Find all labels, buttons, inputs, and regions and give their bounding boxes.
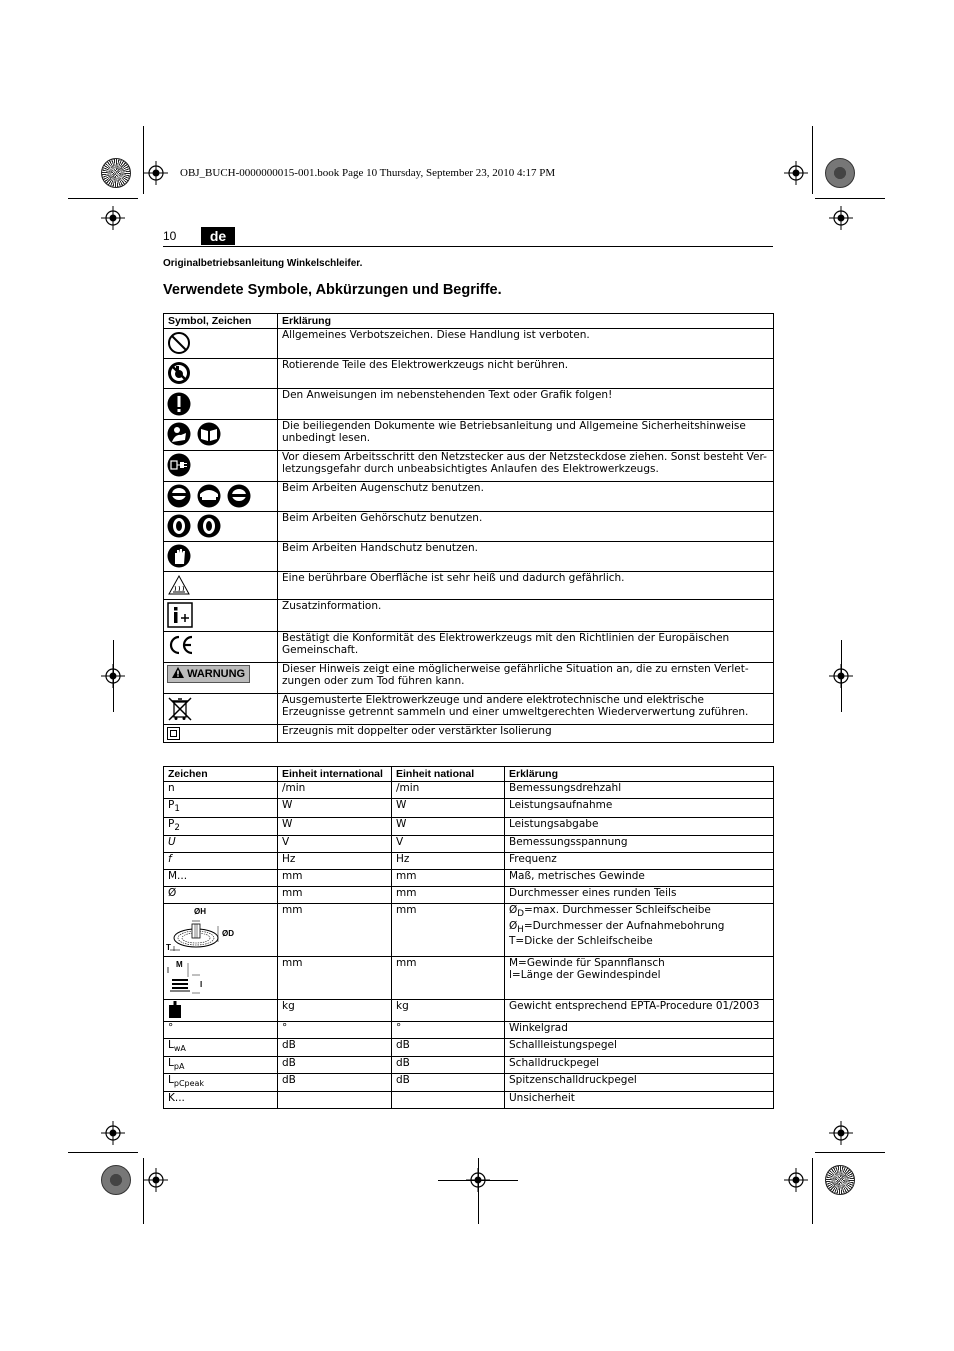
symbol-cell — [164, 632, 278, 663]
crop-mark — [68, 1152, 138, 1153]
column-header: Einheit international — [278, 767, 392, 782]
sign-cell — [164, 799, 278, 818]
table-row — [164, 725, 774, 743]
column-header: Zeichen — [164, 767, 278, 782]
sign-cell: ° — [164, 1022, 278, 1039]
column-header: Einheit national — [392, 767, 505, 782]
unit-intl-cell — [278, 1091, 392, 1108]
sign-text: P — [168, 799, 175, 811]
sign-subscript: 2 — [174, 822, 180, 833]
sign-cell — [164, 817, 278, 836]
symbol-cell — [164, 725, 278, 743]
explanation-line: T=Dicke der Schleifscheibe — [509, 935, 653, 948]
language-badge: de — [201, 227, 235, 245]
unplug-icon — [167, 453, 191, 477]
table-header-row — [164, 767, 774, 782]
ear-protection-icon — [167, 514, 221, 538]
unit-natl-cell: mm — [392, 887, 505, 904]
explanation-cell: Ausgemusterte Elektrowerkzeuge und andere elektrotechnische und elektrische Erzeugnisse getrennt sammeln und einer umweltgerechten Wiederverwertung zuführen. — [278, 694, 774, 725]
explanation-cell: Bemessungsspannung — [505, 836, 774, 853]
double-insulation-icon — [167, 727, 180, 740]
diagram-label: l — [200, 980, 203, 990]
sign-cell: f — [164, 853, 278, 870]
warning-badge — [167, 665, 250, 683]
explanation-cell: Beim Arbeiten Handschutz benutzen. — [278, 542, 774, 572]
explanation-cell: Den Anweisungen im nebenstehenden Text oder Grafik folgen! — [278, 389, 774, 420]
info-icon — [167, 602, 193, 628]
registration-mark-icon — [829, 206, 853, 230]
symbol-cell — [164, 359, 278, 389]
diagram-label: ØH — [194, 907, 206, 917]
prohibition-icon — [167, 331, 191, 355]
column-header: Erklärung — [505, 767, 774, 782]
unit-natl-cell: mm — [392, 904, 505, 957]
unit-intl-cell: /min — [278, 782, 392, 799]
sign-cell: K... — [164, 1091, 278, 1108]
table-row — [164, 663, 774, 694]
explanation-line: l=Länge der Gewindespindel — [509, 968, 661, 981]
sign-cell — [164, 957, 278, 1000]
explanation-cell: Die beiliegenden Dokumente wie Betriebsanleitung und Allgemeine Sicherheitshinweise unbedingt lesen. — [278, 420, 774, 451]
weight-icon — [168, 1001, 182, 1018]
unit-intl-cell: V — [278, 836, 392, 853]
explanation-cell: Beim Arbeiten Augenschutz benutzen. — [278, 482, 774, 512]
table-row — [164, 1022, 774, 1039]
explanation-line: M=Gewinde für Spannflansch — [509, 957, 665, 970]
diagram-label: M — [176, 960, 183, 970]
symbols-table — [163, 313, 774, 743]
no-touch-rotating-icon — [167, 361, 191, 385]
table-row — [164, 782, 774, 799]
weee-bin-icon — [167, 696, 193, 722]
header-divider — [163, 246, 773, 247]
color-rosette-icon — [825, 158, 855, 188]
diagram-label: ØD — [222, 929, 234, 939]
crop-mark — [812, 126, 813, 194]
explanation-cell: Unsicherheit — [505, 1091, 774, 1108]
column-header: Symbol, Zeichen — [164, 314, 278, 329]
sign-text: L — [168, 1074, 174, 1087]
unit-intl-cell: mm — [278, 957, 392, 1000]
unit-intl-cell: mm — [278, 870, 392, 887]
explanation-cell: Eine berührbare Oberfläche ist sehr heiß und dadurch gefährlich. — [278, 572, 774, 600]
grinding-disc-diagram — [166, 906, 246, 954]
table-row — [164, 420, 774, 451]
diagram-label: T — [166, 943, 171, 953]
table-row — [164, 1056, 774, 1074]
expl-text: Ø — [509, 904, 518, 917]
sign-cell — [164, 1074, 278, 1092]
table-row — [164, 1074, 774, 1092]
table-row — [164, 572, 774, 600]
explanation-cell: Durchmesser eines runden Teils — [505, 887, 774, 904]
explanation-cell — [505, 904, 774, 957]
registration-mark-icon — [784, 1168, 808, 1192]
table-row — [164, 817, 774, 836]
read-manual-icon — [167, 422, 221, 446]
explanation-line — [509, 905, 769, 921]
explanation-line — [509, 921, 769, 937]
sign-subscript: pCpeak — [173, 1079, 205, 1089]
grinding-disc-icon — [166, 906, 246, 954]
table-row — [164, 853, 774, 870]
color-rosette-icon — [825, 1165, 855, 1195]
table-row — [164, 632, 774, 663]
registration-mark-icon — [829, 1121, 853, 1145]
sign-cell: Ø — [164, 887, 278, 904]
explanation-cell: Winkelgrad — [505, 1022, 774, 1039]
unit-natl-cell: V — [392, 836, 505, 853]
registration-mark-icon — [144, 1168, 168, 1192]
expl-text: =Durchmesser der Aufnahmebohrung — [523, 919, 725, 932]
symbol-cell — [164, 329, 278, 359]
spindle-thread-icon — [166, 959, 226, 997]
table-row — [164, 542, 774, 572]
document-subtitle: Originalbetriebsanleitung Winkelschleifer. — [163, 258, 363, 269]
unit-natl-cell: kg — [392, 1000, 505, 1022]
explanation-cell: Erzeugnis mit doppelter oder verstärkter Isolierung — [278, 725, 774, 743]
unit-natl-cell: dB — [392, 1039, 505, 1057]
unit-intl-cell: ° — [278, 1022, 392, 1039]
sign-text: L — [168, 1056, 174, 1069]
hot-surface-icon — [167, 574, 191, 596]
unit-intl-cell: kg — [278, 1000, 392, 1022]
symbol-cell — [164, 482, 278, 512]
table-row — [164, 600, 774, 632]
unit-natl-cell: dB — [392, 1056, 505, 1074]
explanation-cell: Maß, metrisches Gewinde — [505, 870, 774, 887]
sign-cell — [164, 1056, 278, 1074]
expl-text: Ø — [509, 919, 518, 932]
crop-mark — [68, 198, 138, 199]
ce-mark-icon — [167, 634, 195, 656]
table-row — [164, 1091, 774, 1108]
table-row — [164, 482, 774, 512]
crop-mark — [815, 198, 885, 199]
explanation-cell: Schallleistungspegel — [505, 1039, 774, 1057]
explanation-cell: Beim Arbeiten Gehörschutz benutzen. — [278, 512, 774, 542]
symbol-cell — [164, 663, 278, 694]
table-row — [164, 957, 774, 1000]
symbol-cell — [164, 512, 278, 542]
attention-icon — [167, 391, 191, 417]
explanation-cell: Allgemeines Verbotszeichen. Diese Handlung ist verboten. — [278, 329, 774, 359]
registration-mark-icon — [829, 664, 853, 688]
table-row — [164, 799, 774, 818]
table-row — [164, 836, 774, 853]
spindle-thread-diagram — [166, 959, 226, 997]
units-table — [163, 766, 774, 1109]
explanation-cell: Dieser Hinweis zeigt eine möglicherweise gefährliche Situation an, die zu ernsten Verlet-zungen oder zum Tod führen kann. — [278, 663, 774, 694]
unit-natl-cell: mm — [392, 957, 505, 1000]
explanation-cell: Zusatzinformation. — [278, 600, 774, 632]
crop-mark — [812, 1158, 813, 1224]
registration-mark-icon — [784, 161, 808, 185]
hand-protection-icon — [167, 544, 191, 568]
expl-subscript: H — [517, 924, 524, 935]
unit-intl-cell: dB — [278, 1056, 392, 1074]
sign-cell: M... — [164, 870, 278, 887]
unit-natl-cell: ° — [392, 1022, 505, 1039]
symbol-cell — [164, 389, 278, 420]
table-row — [164, 904, 774, 957]
sign-subscript: wA — [173, 1044, 186, 1054]
warning-badge-label: WARNUNG — [187, 668, 246, 680]
symbol-cell — [164, 420, 278, 451]
symbol-cell — [164, 451, 278, 482]
table-row — [164, 512, 774, 542]
unit-intl-cell: dB — [278, 1074, 392, 1092]
unit-natl-cell: dB — [392, 1074, 505, 1092]
table-row — [164, 359, 774, 389]
unit-intl-cell: dB — [278, 1039, 392, 1057]
crop-mark — [815, 1152, 885, 1153]
table-row — [164, 887, 774, 904]
warning-triangle-icon — [172, 667, 184, 678]
symbol-cell — [164, 600, 278, 632]
table-row — [164, 451, 774, 482]
table-row — [164, 694, 774, 725]
explanation-cell: Spitzenschalldruckpegel — [505, 1074, 774, 1092]
sign-subscript: pA — [173, 1061, 185, 1071]
sign-cell — [164, 904, 278, 957]
sign-cell — [164, 1000, 278, 1022]
explanation-cell: Leistungsaufnahme — [505, 799, 774, 818]
explanation-cell: Bemessungsdrehzahl — [505, 782, 774, 799]
unit-natl-cell: Hz — [392, 853, 505, 870]
explanation-cell: Rotierende Teile des Elektrowerkzeugs nicht berühren. — [278, 359, 774, 389]
explanation-cell — [505, 957, 774, 1000]
sign-text: L — [168, 1039, 174, 1052]
explanation-cell: Vor diesem Arbeitsschritt den Netzstecker aus der Netzsteckdose ziehen. Sonst besteht Ver-letzungsgefahr durch unbeabsichtigtes Anlaufen des Elektrowerkzeugs. — [278, 451, 774, 482]
table-header-row — [164, 314, 774, 329]
expl-subscript: D — [517, 909, 525, 920]
unit-intl-cell: mm — [278, 887, 392, 904]
table-row — [164, 1039, 774, 1057]
page-number: 10 — [163, 229, 177, 243]
expl-text: =max. Durchmesser Schleifscheibe — [524, 904, 711, 917]
unit-natl-cell: W — [392, 817, 505, 836]
unit-intl-cell: W — [278, 817, 392, 836]
registration-mark-icon — [101, 1121, 125, 1145]
explanation-cell: Bestätigt die Konformität des Elektrowerkzeugs mit den Richtlinien der Europäischen Gemeinschaft. — [278, 632, 774, 663]
sign-cell: U — [164, 836, 278, 853]
symbol-cell — [164, 542, 278, 572]
color-rosette-icon — [101, 158, 131, 188]
explanation-cell: Schalldruckpegel — [505, 1056, 774, 1074]
symbol-cell — [164, 694, 278, 725]
sign-text: P — [168, 817, 175, 830]
unit-intl-cell: Hz — [278, 853, 392, 870]
unit-natl-cell: /min — [392, 782, 505, 799]
unit-intl-cell: mm — [278, 904, 392, 957]
unit-natl-cell — [392, 1091, 505, 1108]
table-row — [164, 389, 774, 420]
registration-mark-icon — [101, 206, 125, 230]
sign-cell: n — [164, 782, 278, 799]
document-title: Verwendete Symbole, Abkürzungen und Begriffe. — [163, 282, 502, 298]
explanation-cell: Gewicht entsprechend EPTA-Procedure 01/2003 — [505, 1000, 774, 1022]
table-row — [164, 329, 774, 359]
eye-protection-icon — [167, 484, 251, 508]
sign-subscript: 1 — [174, 804, 180, 815]
registration-mark-icon — [101, 664, 125, 688]
symbol-cell — [164, 572, 278, 600]
table-row — [164, 870, 774, 887]
column-header: Erklärung — [278, 314, 774, 329]
sign-cell — [164, 1039, 278, 1057]
registration-mark-icon — [466, 1168, 490, 1192]
unit-natl-cell: mm — [392, 870, 505, 887]
unit-intl-cell: W — [278, 799, 392, 818]
explanation-cell: Frequenz — [505, 853, 774, 870]
table-row — [164, 1000, 774, 1022]
color-rosette-icon — [101, 1165, 131, 1195]
explanation-cell: Leistungsabgabe — [505, 817, 774, 836]
print-header: OBJ_BUCH-0000000015-001.book Page 10 Thursday, September 23, 2010 4:17 PM — [180, 167, 556, 179]
unit-natl-cell: W — [392, 799, 505, 818]
registration-mark-icon — [144, 161, 168, 185]
